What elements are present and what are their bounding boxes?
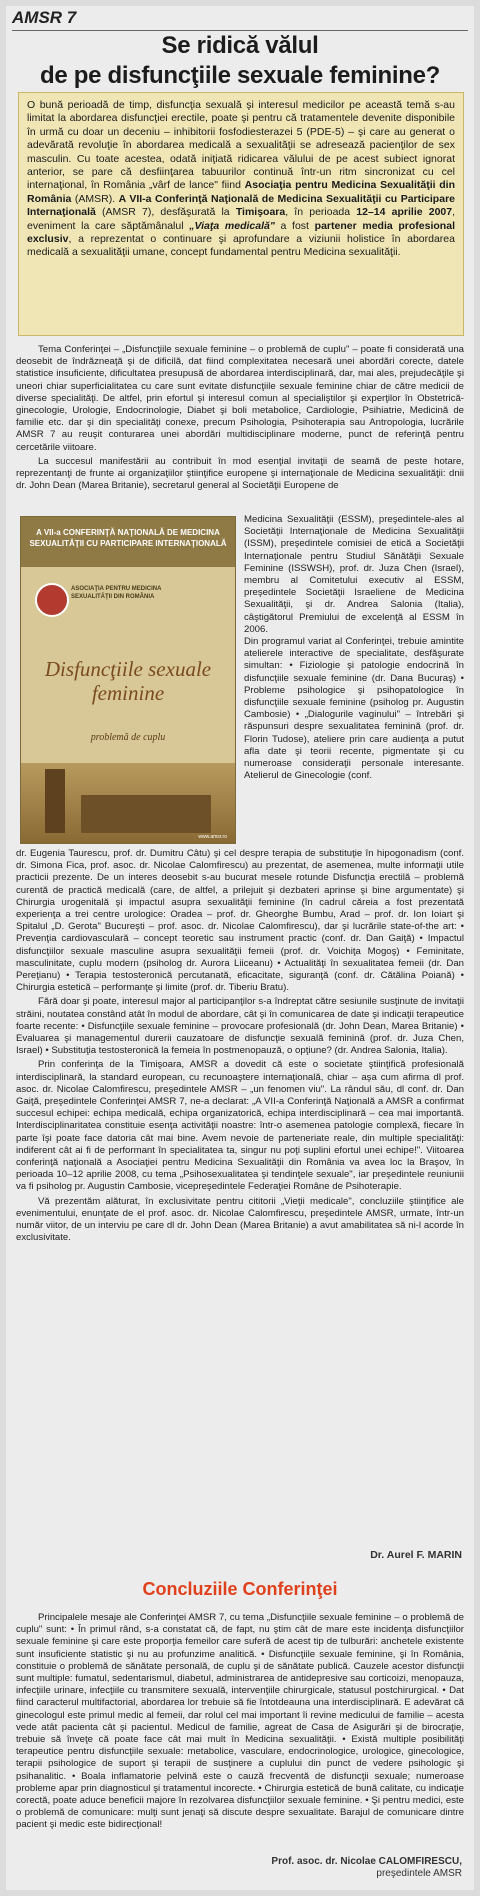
headline bbox=[6, 31, 474, 91]
conclusions-paragraph: Principalele mesaje ale Conferinţei AMSR 7, cu tema „Disfuncţiile sexuale feminine – o problemă de cuplu" sunt: • În primul rând, s-a constatat că, de fapt, nu ştim cât de mare este incidenţa disfuncţiilor sexuale feminine şi care este proporţia femeilor care suferă de acest tip de tulburări: anchetele existente sunt insuficiente statistic şi nu au profunzime analitică. • Disfuncţiile sexuale feminine, şi în România, constituie o problemă de sănătate personală, de cuplu şi de sănătate publică. Cauzele acestor disfuncţii sunt multiple: fumatul, sedentarismul, diabetul, administrarea de antidepresive sau corticoizi, menopauza, infecţiile urinare, infecţiile cu transmitere sexuală, intervenţiile chirurgicale, statusul postchirurgical. • Dat fiind caracterul multifactorial, abordarea lor trebuie să fie întotdeauna una interdisciplinară. E adevărat că ginecologul este primul medic al femeii, dar rolul cel mai important îi revine medicului de familie – acesta vede atât pacienta cât şi pacientul. Medicul de familie, agreat de Casa de Asigurări şi de birocraţie, trebuie să înveţe că poate face cât mai mult în Medicina sexualităţii. • Există multiple posibilităţi terapeutice pentru disfuncţiile sexuale: metabolice, vasculare, endocrinologice, urologice, ginecologice, terapii psihologice de suport şi terapii de susţinere a cuplului din punct de vedere psihologic şi psihanalitic. • Boala inflamatorie pelvină este o cauză frecventă de disfuncţii sexuale; numeroase probleme apar prin diagnosticul şi tratamentul incorecte. • Chirurgia estetică de bună calitate, cu indicaţie corectă, poate aduce beneficii majore în rezolvarea disfuncţiilor sexuale feminine. • Şi pentru medici, este o problemă de comunicare: mulţi sunt jenaţi să discute despre sexualitate. Barajul de comunicare dintre pacient şi medic este bidirecţional! bbox=[16, 1612, 464, 1831]
lead-text-4: , în perioada bbox=[285, 206, 351, 219]
signature bbox=[271, 1856, 462, 1880]
headline-line-2: de pe disfuncţiile sexuale feminine? bbox=[40, 62, 440, 89]
poster-footer: www.amsr.ro bbox=[198, 834, 227, 840]
lead-org: Asociaţia pentru Medicina Sexualităţii din România bbox=[27, 179, 455, 205]
newspaper-page bbox=[6, 6, 474, 1890]
tower-icon bbox=[45, 769, 65, 833]
amsr-logo-icon bbox=[35, 583, 69, 617]
poster-org: ASOCIAŢIA PENTRU MEDICINA SEXUALITĂŢII DIN ROMÂNIA bbox=[71, 586, 162, 600]
lead-text-6: a fost bbox=[280, 219, 309, 232]
lead-place: Timişoara bbox=[235, 206, 286, 219]
section-label: AMSR 7 bbox=[12, 8, 77, 27]
lead-conference: A VII-a Conferinţă Naţională de Medicina Sexualităţii cu Participare Internaţională bbox=[27, 192, 455, 219]
signature-name: Prof. asoc. dr. Nicolae CALOMFIRESCU, bbox=[271, 1856, 462, 1867]
lead-text-2: (AMSR). bbox=[74, 192, 116, 205]
article-continued bbox=[16, 848, 464, 1542]
conclusions-title: Concluziile Conferinţei bbox=[142, 1579, 338, 1599]
lead-partner: partener media profesional exclusiv bbox=[27, 219, 455, 246]
article-right-column: Medicina Sexualităţii (ESSM), preşedintele-ales al Societăţii Internaţionale de Medicina Sexualităţii (ISSM), preşedintele comisiei de etică a Societăţii Internaţionale pentru Studiul Sănătăţii Sexuale Feminine (ISSWSH), prof. dr. Juza Chen (Israel), membru al Comitetului executiv al ESSM, preşedintele Societăţii Israeliene de Medicina Sexualităţii, şi dr. Andrea Salonia (Italia), câştigătorul Premiului de excelenţă al ESSM în 2006. Din programul variat al Conferinţei, trebuie amintite atelierele interactive de specialitate, desfăşurate simultan: • Fiziologie şi patologie endocrină în disfuncţiile sexuale feminine (dr. Dana Bucuraş) • Probleme psihologice şi psihopatologice în disfuncţiile sexuale feminine (psiholog pr. Augustin Cambosie) • „Dialogurile vaginului" – întrebări şi răspunsuri despre sexualitatea feminină (prof. dr. Florin Tudose), ateliere prin care audienţa a putut afla date şi teorii recente, pigmentate şi cu numeroase consideraţii personale interesante. Atelierul de Ginecologie (conf. bbox=[244, 514, 464, 782]
lead-text-5: , eveniment la care săptămânalul bbox=[27, 206, 456, 232]
headline-line-1: Se ridică vălul bbox=[161, 32, 319, 59]
article-paragraph: Prin conferinţa de la Timişoara, AMSR a dovedit că este o societate ştiinţifică profesională interdisciplinară, la standard european, cu recunoaştere internaţională, chiar – aşa cum afirma dl prof. asoc. dr. Nicolae Calomfirescu, preşedintele AMSR – „un fenomen viu". La rândul său, dl conf. dr. Dan Gaiţă, preşedintele Conferinţei AMSR 7, ne-a declarat: „A VII-a Conferinţă Naţională a AMSR a confirmat succesul echipei: echipa medicală, echipa organizatorică, echipa interdisciplinară – cea mai importantă. Interdisciplinaritatea constituie esenţa activităţii noastre: într-o asemenea patologie complexă, fiecare în parte îşi poate face datoria cât mai bine. Avem nevoie de parteneriate reale, din multiple specialităţi: indiferent cât ai fi de performant în specialitatea ta, singur nu poţi suplini efortul unei echipe!". Viitoarea conferinţă naţională a Asociaţiei pentru Medicina Sexualităţii din România va avea loc la Braşov, în perioada 10–12 aprilie 2008, cu tema „Psihosexualitatea şi tendinţele sexuale", iar preşedintele reuniunii va fi psiholog pr. Augustin Cambosie, vicepreşedintele Federaţiei Române de Psihoterapie. bbox=[16, 1059, 464, 1193]
lead-text-1: O bună perioadă de timp, disfuncţia sexuală şi interesul medicilor pe această temă s-au limitat la abordarea disfuncţiei erectile, poate şi pentru că tratamentele devenite disponibile în urmă cu doar un deceniu – inhibitorii fosfodiesterazei 5 (PDE-5) – şi care au generat o adevărată revoluţie în abordarea medicală a sexualităţii se adresează pacienţilor de sex masculin. Cu toate acestea, odată iniţiată ridicarea vălului de pe acest subiect ignorat anterior, se pare că desfiinţarea tabuurilor continuă într-un ritm sincronizat cu cel internaţional, în România „vârf de lance" fiind bbox=[27, 99, 455, 192]
lead-paper: „Viaţa medicală" bbox=[189, 219, 275, 232]
byline: Dr. Aurel F. MARIN bbox=[370, 1549, 462, 1561]
article-paragraph: Tema Conferinţei – „Disfuncţiile sexuale feminine – o problemă de cuplu" – poate fi considerată una deosebit de îndrăzneaţă şi de dificilă, dat fiind complexitatea necesară unei abordări corecte, datele statistice insuficiente, dificultatea presupusă de abordarea interdisciplinară, dar, mai ales, prejudecăţile şi uneori chiar superficialitatea cu care sunt evitate disfuncţiile sexuale feminine chiar de către medicii de diverse specialităţi. De altfel, prin efortul şi interesul comun al specialiştilor şi experţilor în Obstetrică-ginecologie, Urologie, Endocrinologie, Diabet şi boli metabolice, Cardiologie, Psihiatrie, Medicină de familie etc. dar şi din specialităţi conexe, precum Psihologia, Psihoterapia sau Antropologia, lucrările AMSR 7 au reuşit conturarea unei abordări multidisciplinare moderne, punct de referinţă pentru cercetările viitoare. bbox=[16, 344, 464, 453]
poster-cityscape bbox=[21, 763, 235, 843]
conference-poster-image bbox=[20, 516, 236, 844]
poster-band: A VII-a CONFERINŢĂ NAŢIONALĂ DE MEDICINA SEXUALITĂŢII CU PARTICIPARE INTERNAŢIONALĂ bbox=[21, 517, 235, 567]
article-paragraph: La succesul manifestării au contribuit în mod esenţial invitaţii de seamă de peste hotare, reprezentanţi de frunte ai organizaţiilor ştiinţifice europene şi internaţionale de Medicina sexualităţii: dnii dr. John Dean (Marea Britanie), secretarul general al Societăţii Europene de bbox=[16, 455, 464, 492]
article-paragraph: dr. Eugenia Taurescu, prof. dr. Dumitru Câtu) şi cel despre terapia de substituţie în hipogonadism (conf. dr. Simona Fica, prof. asoc. dr. Nicolae Calomfirescu) au prezentat, de asemenea, multe informaţii utile practicii prezente. De un interes deosebit s-au bucurat mesele rotunde Disfuncţia erectilă – problemă curentă de practică medicală (care, de altfel, a prilejuit şi dezbateri aprinse şi bine argumentate) şi Chirurgia urogenitală şi impactul asupra sexualităţii feminine (în cadrul căreia a fost prezentată experienţa a trei centre urologice: Oradea – prof. dr. Gheorghe Bumbu, Arad – prof. dr. Ion Ioiart şi Spitalul „D. Gerota" Bucureşti – prof. asoc. dr. Nicolae Calomfirescu), dar şi lucrările state-of-the art: • Prevenţia cardiovasculară – concept teoretic sau instrument practic (conf. dr. Dan Gaiţă) • Impactul disfuncţiilor sexuale masculine asupra sexualităţii femeii (prof. dr. Voichiţa Mogoş) • Feminitate, masculinitate, cuplu modern (psiholog dr. Aurora Liiceanu) • Actualităţi în sexualitatea femeii (dr. Dan Pereţianu) • Terapia testosteronică percutanată, eficacitate, siguranţă (conf. dr. Cătălina Poiană) • Chirurgia estetică – performanţe şi limite (prof. dr. Tiberiu Bratu). bbox=[16, 848, 464, 994]
article-paragraph: Vă prezentăm alăturat, în exclusivitate pentru cititorii „Vieţii medicale", concluziile ştiinţifice ale evenimentului, enunţate de el prof. asoc. dr. Nicolae Calomfirescu, preşedintele AMSR, urmate, într-un număr viitor, de un interviu pe care dl dr. John Dean (Marea Britanie) a avut amabilitatea să ni-l acorde în exclusivitate. bbox=[16, 1195, 464, 1244]
article-paragraph: Fără doar şi poate, interesul major al participanţilor s-a îndreptat către sesiunile susţinute de invitaţii străini, noutatea constând atât în modul de abordare, cât şi în comunicarea de date şi indicaţii terapeutice foarte recente: • Disfuncţiile sexuale feminine – provocare profesională (dr. John Dean, Marea Britanie) • Evaluarea şi managementul durerii cauzatoare de disfuncţie sexuală feminină (prof. dr. Juza Chen, Israel) • Substituţia testosteronică la femeia în postmenopauză, o opţiune? (dr. Andrea Salonia, Italia). bbox=[16, 996, 464, 1057]
conclusions-body bbox=[16, 1612, 464, 1848]
article-intro bbox=[16, 344, 464, 510]
lead-text-3: (AMSR 7), desfăşurată la bbox=[102, 206, 230, 219]
poster-title: Disfuncţiile sexuale feminine bbox=[44, 657, 212, 705]
lead-text-7: , a reprezentat o continuare şi aprofundare a viziunii holistice în abordarea medicală a sexualităţii umane, concept fundamental pentru Medicina sexualităţii. bbox=[27, 233, 455, 259]
poster-subtitle: problemă de cuplu bbox=[90, 732, 166, 743]
lead-paragraph-box bbox=[18, 92, 464, 336]
building-icon bbox=[81, 795, 211, 833]
signature-role: preşedintele AMSR bbox=[376, 1868, 462, 1879]
lead-dates: 12–14 aprilie 2007 bbox=[356, 206, 453, 219]
